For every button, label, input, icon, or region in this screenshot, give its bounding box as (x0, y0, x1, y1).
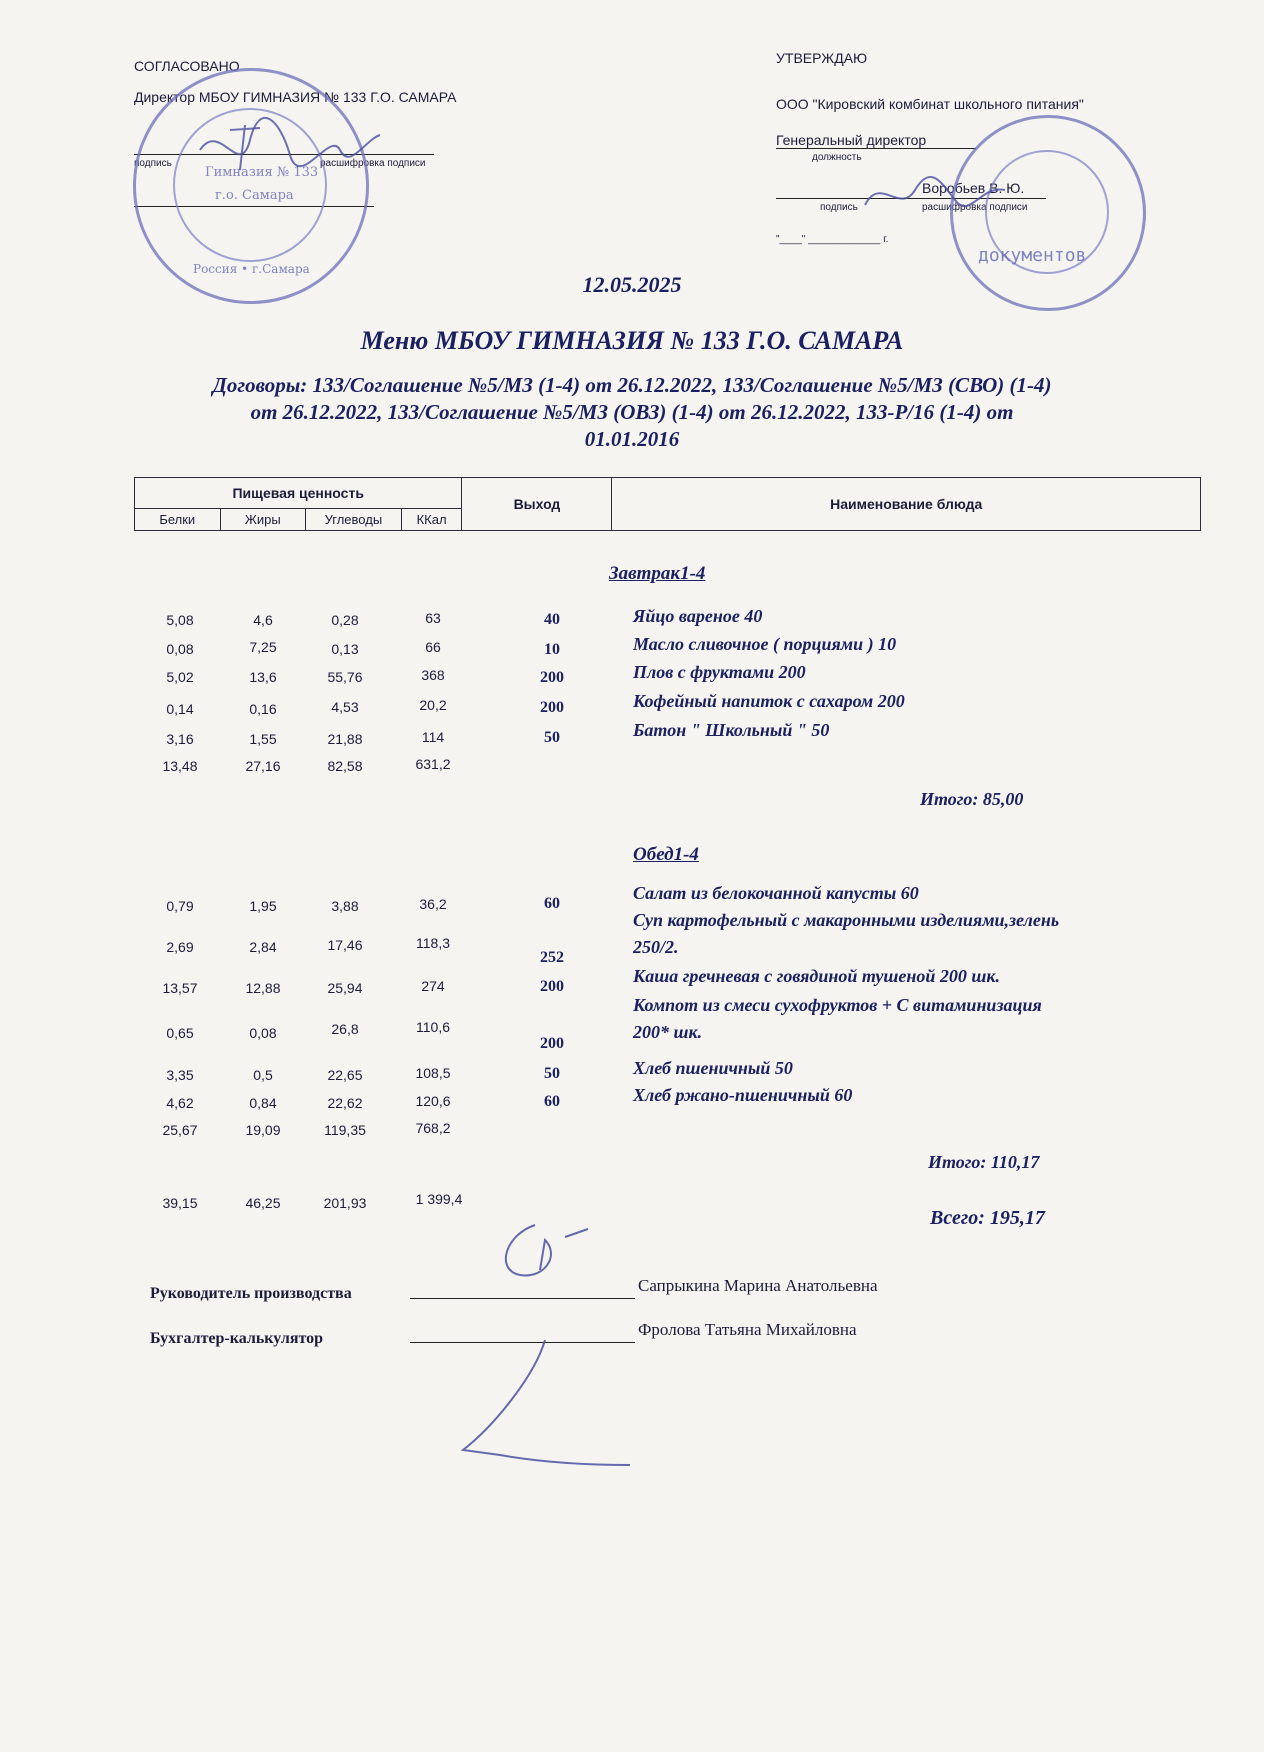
supplier-org: ООО "Кировский комбинат школьного питания" (776, 96, 1084, 112)
carbs-cell: 0,28 (331, 612, 359, 628)
kcal-cell: 114 (421, 729, 445, 745)
dish-name-continued: 250/2. (633, 937, 679, 957)
right-date-line: "____" _____________ г. (776, 234, 889, 245)
protein-cell: 5,08 (166, 612, 194, 628)
fat-cell: 0,5 (253, 1067, 273, 1083)
manager-name: Сапрыкина Марина Анатольевна (638, 1276, 878, 1295)
kcal-cell: 110,6 (416, 1019, 450, 1035)
fat-cell: 1,55 (249, 731, 277, 747)
kcal-cell: 63 (425, 610, 441, 626)
carbs-cell: 22,62 (327, 1095, 363, 1111)
manager-label: Руководитель производства (150, 1285, 352, 1302)
protein-cell: 0,65 (166, 1025, 194, 1041)
protein-total: 13,48 (162, 758, 198, 774)
protein-total: 25,67 (162, 1122, 198, 1138)
protein-header: Белки (135, 509, 221, 531)
fat-cell: 2,84 (249, 939, 277, 955)
kcal-cell: 368 (421, 667, 445, 683)
dish-header: Наименование блюда (612, 478, 1201, 531)
kcal-cell: 36,2 (419, 896, 447, 912)
dish-name: Хлеб ржано-пшеничный 60 (633, 1085, 853, 1105)
dish-name-continued: 200* шк. (633, 1022, 703, 1042)
approval-label: СОГЛАСОВАНО (134, 58, 240, 74)
yield-cell: 200 (540, 1035, 564, 1052)
protein-cell: 0,08 (166, 641, 194, 657)
carbs-cell: 22,65 (327, 1067, 363, 1083)
yield-cell: 40 (544, 611, 560, 628)
supplier-stamp-text: документов (978, 245, 1087, 266)
dish-name: Яйцо вареное 40 (633, 606, 763, 626)
dish-name: Компот из смеси сухофруктов + С витаминизация (633, 995, 1042, 1015)
carbs-cell: 26,8 (331, 1021, 359, 1037)
protein-cell: 3,16 (166, 731, 194, 747)
director-position: Генеральный директор (776, 132, 976, 149)
stamp-text-1: Гимназия № 133 (205, 165, 319, 180)
carbs-cell: 21,88 (327, 731, 363, 747)
yield-cell: 50 (544, 729, 560, 746)
dish-name: Плов с фруктами 200 (633, 662, 806, 682)
fat-grand-total: 46,25 (245, 1195, 281, 1211)
yield-cell: 60 (544, 1093, 560, 1110)
carbs-total: 119,35 (324, 1122, 366, 1138)
grand-sum: Всего: 195,17 (930, 1207, 1045, 1229)
carbs-cell: 4,53 (331, 699, 359, 715)
manager-signature (490, 1215, 600, 1295)
carbs-cell: 3,88 (331, 898, 359, 914)
contracts-line-3: 01.01.2016 (584, 427, 680, 451)
nutrition-header: Пищевая ценность (135, 478, 462, 509)
accountant-signature (455, 1335, 635, 1475)
fat-total: 27,16 (245, 758, 281, 774)
stamp-text-2: г.о. Самара (215, 188, 294, 203)
kcal-cell: 108,5 (415, 1065, 451, 1081)
kcal-grand-total: 1 399,4 (415, 1191, 463, 1207)
kcal-cell: 120,6 (415, 1093, 451, 1109)
dish-name: Батон " Школьный " 50 (633, 720, 830, 740)
kcal-cell: 274 (421, 978, 445, 994)
carbs-cell: 0,13 (331, 641, 359, 657)
contracts-line-1: Договоры: 133/Соглашение №5/МЗ (1-4) от 26.12.2022, 133/Соглашение №5/МЗ (СВО) (1-4) (212, 373, 1052, 397)
fat-cell: 0,16 (249, 701, 277, 717)
lunch-section-title: Обед1-4 (633, 844, 699, 865)
protein-cell: 0,14 (166, 701, 194, 717)
dish-name: Каша гречневая с говядиной тушеной 200 шк. (633, 966, 1001, 986)
yield-cell: 10 (544, 641, 560, 658)
breakfast-section-title: Завтрак1-4 (609, 563, 706, 584)
fat-header: Жиры (220, 509, 306, 531)
yield-cell: 200 (540, 669, 564, 686)
stamp-text-3: Россия • г.Самара (193, 262, 310, 276)
fat-cell: 13,6 (249, 669, 277, 685)
protein-cell: 13,57 (162, 980, 198, 996)
position-caption: должность (812, 152, 862, 163)
right-decode-caption: расшифровка подписи (922, 202, 1028, 213)
supplier-signature (860, 170, 1010, 220)
fat-cell: 7,25 (249, 639, 277, 655)
carbs-cell: 17,46 (327, 937, 363, 953)
dish-name: Кофейный напиток с сахаром 200 (633, 691, 905, 711)
fat-cell: 0,84 (249, 1095, 277, 1111)
lunch-sum: Итого: 110,17 (928, 1152, 1040, 1172)
kcal-total: 768,2 (415, 1120, 451, 1136)
right-sign-caption: подпись (820, 202, 858, 213)
protein-cell: 2,69 (166, 939, 194, 955)
breakfast-sum: Итого: 85,00 (920, 789, 1024, 809)
yield-cell: 200 (540, 699, 564, 716)
kcal-cell: 66 (425, 639, 441, 655)
carbs-total: 82,58 (327, 758, 363, 774)
carbs-cell: 55,76 (327, 669, 363, 685)
fat-total: 19,09 (245, 1122, 281, 1138)
protein-grand-total: 39,15 (162, 1195, 198, 1211)
menu-table-header (134, 477, 1201, 531)
yield-cell: 200 (540, 978, 564, 995)
dish-name: Хлеб пшеничный 50 (633, 1058, 793, 1078)
yield-header: Выход (462, 478, 612, 531)
yield-cell: 252 (540, 949, 564, 966)
supplier-director-name: Воробьев В. Ю. (922, 180, 1025, 196)
fat-cell: 0,08 (249, 1025, 277, 1041)
fat-cell: 12,88 (245, 980, 281, 996)
director-line: Директор МБОУ ГИМНАЗИЯ № 133 Г.О. САМАРА (134, 89, 457, 105)
yield-cell: 60 (544, 895, 560, 912)
carbs-cell: 25,94 (327, 980, 363, 996)
fat-cell: 1,95 (249, 898, 277, 914)
left-decode-caption: расшифровка подписи (320, 158, 426, 169)
fat-cell: 4,6 (253, 612, 273, 628)
protein-cell: 4,62 (166, 1095, 194, 1111)
dish-name: Суп картофельный с макаронными изделиями,зелень (633, 910, 1060, 930)
dish-name: Салат из белокочанной капусты 60 (633, 883, 919, 903)
protein-cell: 3,35 (166, 1067, 194, 1083)
dish-name: Масло сливочное ( порциями ) 10 (633, 634, 897, 654)
accountant-label: Бухгалтер-калькулятор (150, 1330, 324, 1347)
carbs-header: Углеводы (306, 509, 402, 531)
kcal-header: ККал (401, 509, 462, 531)
protein-cell: 5,02 (166, 669, 194, 685)
protein-cell: 0,79 (166, 898, 194, 914)
carbs-grand-total: 201,93 (323, 1195, 367, 1211)
manager-signature-line (410, 1298, 635, 1299)
director-signature (190, 110, 390, 190)
page-title: Меню МБОУ ГИМНАЗИЯ № 133 Г.О. САМАРА (360, 326, 904, 355)
yield-cell: 50 (544, 1065, 560, 1082)
kcal-total: 631,2 (415, 756, 451, 772)
accountant-name: Фролова Татьяна Михайловна (638, 1320, 857, 1339)
approve-label: УТВЕРЖДАЮ (776, 50, 868, 66)
contracts-line-2: от 26.12.2022, 133/Соглашение №5/МЗ (ОВЗ) (1-4) от 26.12.2022, 133-Р/16 (1-4) от (250, 400, 1014, 424)
menu-date: 12.05.2025 (582, 272, 682, 297)
kcal-cell: 20,2 (419, 697, 447, 713)
left-sign-caption: подпись (134, 158, 172, 169)
kcal-cell: 118,3 (416, 935, 450, 951)
